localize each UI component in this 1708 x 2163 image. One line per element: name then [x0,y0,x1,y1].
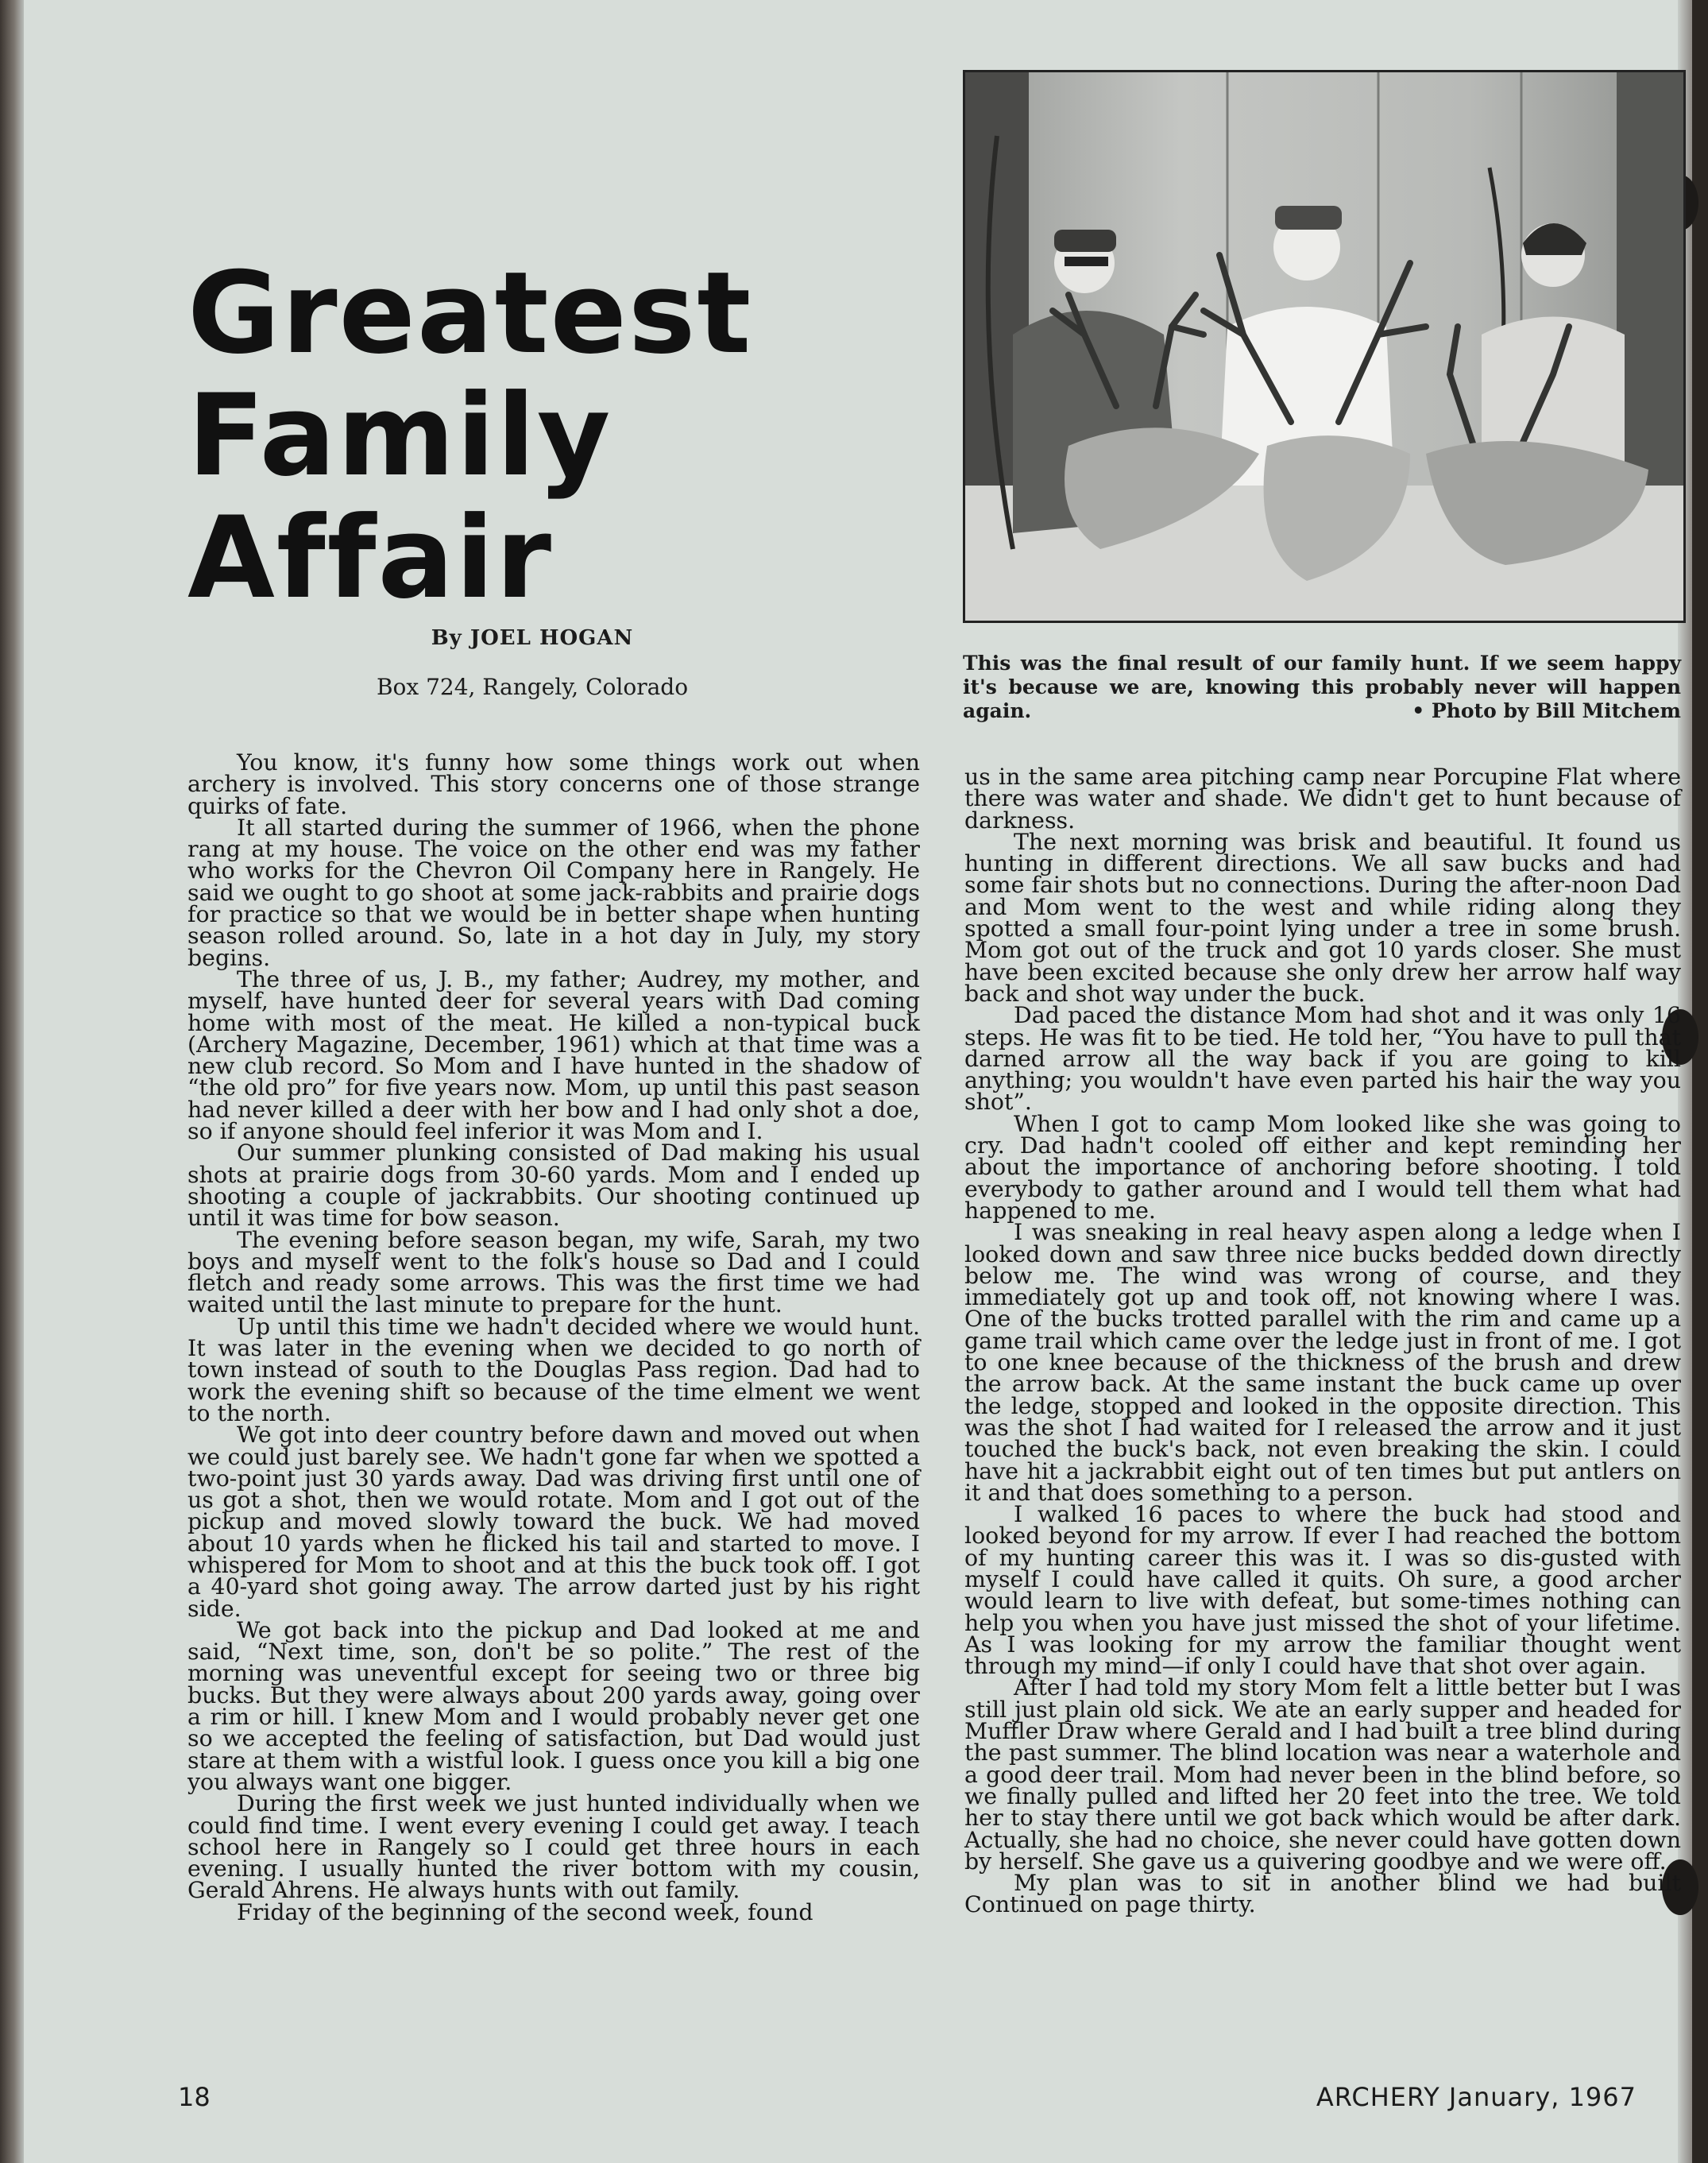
photo-illustration [965,72,1683,621]
page-binding-edge [0,0,24,2163]
paragraph: We got back into the pickup and Dad looked at me and said, “Next time, son, don't be so polite.” The rest of the morning was uneventful except for seeing two or three big bucks. But they were always about 200 yards away, going over a rim or hill. I knew Mom and I would probably never get one so we accepted the feeling of satisfaction, but Dad would just stare at them with a wistful look. I guess once you kill a big one you always want one bigger. [187,1616,920,1795]
paragraph: You know, it's funny how some things work out when archery is involved. This story concerns one of those strange quirks of fate. [187,749,920,819]
article-column-left [187,749,920,1925]
paragraph: After I had told my story Mom felt a little better but I was still just plain old sick. We ate an early supper and headed for Muffler Draw where Gerald and I had built a tree blind during the past summer. The blind location was near a waterhole and a good deer trail. Mom had never been in the blind before, so we finally pulled and lifted her 20 feet into the tree. We told her to stay there until we got back which would be after dark. Actually, she had no choice, she never could have gotten down by herself. She gave us a quivering goodbye and we were off. [964,1674,1681,1875]
author-address: Box 724, Rangely, Colorado [376,674,689,700]
article-title [187,248,902,624]
paragraph: Friday of the beginning of the second week, found [237,1898,813,1925]
family-hunt-photo [963,70,1686,623]
paragraph: I walked 16 paces to where the buck had stood and looked beyond for my arrow. If ever I had reached the bottom of my hunting career this was it. I was so dis-gusted with myself I could have called it quits. Oh sure, a good archer would learn to live with defeat, but some-times nothing can help you when you have just missed the shot of your lifetime. As I was looking for my arrow the familiar thought went through my mind—if only I could have that shot over again. [964,1501,1681,1680]
photo-credit: • Photo by Bill Mitchem [1412,699,1681,722]
paragraph: The evening before season began, my wife, Sarah, my two boys and myself went to the folk's house so Dad and I could fletch and ready some arrows. This was the first time we had waited until the last minute to prepare for the hunt. [187,1226,920,1318]
magazine-issue-footer: ARCHERY January, 1967 [1316,2082,1637,2112]
paragraph: My plan was to sit in another blind we had built Continued on page thirty. [964,1870,1681,1918]
magazine-page [24,0,1692,2163]
page-number: 18 [178,2082,211,2112]
paragraph: It all started during the summer of 1966, when the phone rang at my house. The voice on the other end was my father who works for the Chevron Oil Company here in Rangely. He said we ought to go shoot at some jack-rabbits and prairie dogs for practice so that we would be in better shape when hunting season rolled around. So, late in a hot day in July, my story begins. [187,814,920,971]
paragraph: Up until this time we hadn't decided where we would hunt. It was later in the evening when we decided to go north of town instead of south to the Douglas Pass region. Dad had to work the evening shift so because of the time elment we went to the north. [187,1313,920,1426]
paragraph: During the first week we just hunted individually when we could find time. I went every evening I could get away. I teach school here in Rangely so I could get three hours in each evening. I usually hunted the river bottom with my cousin, Gerald Ahrens. He always hunts with out family. [187,1790,920,1904]
paragraph: Our summer plunking consisted of Dad making his usual shots at prairie dogs from 30-60 yards. Mom and I ended up shooting a couple of jackrabbits. Our shooting continued up until it was time for bow season. [187,1140,920,1232]
paragraph: The next morning was brisk and beautiful. It found us hunting in different directions. We all saw bucks and had some fair shots but no connections. During the after-noon Dad and Mom went to the west and while riding along they spotted a small four-point lying under a tree in some brush. Mom got out of the truck and got 10 yards closer. She must have been excited because she only drew her arrow half way back and shot way under the buck. [964,828,1681,1007]
title-line-3: Affair [187,493,553,624]
paragraph: When I got to camp Mom looked like she was going to cry. Dad hadn't cooled off either and kept reminding her about the importance of anchoring before shooting. I told everybody to gather around and I would tell them what had happened to me. [964,1110,1681,1224]
caption-text: This was the final result of our family hunt. If we seem happy it's because we are, knowing this probably never will happen again. [963,652,1681,722]
paragraph: Dad paced the distance Mom had shot and it was only 16 steps. He was fit to be tied. He told her, “You have to pull that darned arrow all the way back if you are going to kill anything; you wouldn't have even parted his hair the way you shot”. [964,1002,1681,1116]
title-line-2: Family [187,370,612,501]
paragraph-continued: us in the same area pitching camp near Porcupine Flat where there was water and shade. We didn't get to hunt because of darkness. [964,764,1681,834]
paragraph: The three of us, J. B., my father; Audrey, my mother, and myself, have hunted deer for several years with Dad coming home with most of the meat. He killed a non-typical buck (Archery Magazine, December, 1961) which at that time was a new club record. So Mom and I have hunted in the shadow of “the old pro” for five years now. Mom, up until this past season had never killed a deer with her bow and I had only shot a doe, so if anyone should feel inferior it was Mom and I. [187,965,920,1145]
photo-caption [963,652,1681,723]
article-column-right [964,766,1681,1916]
paragraph: I was sneaking in real heavy aspen along a ledge when I looked down and saw three nice bucks bedded down directly below me. The wind was wrong of course, and they immediately got up and took off, not knowing where I was. One of the bucks trotted parallel with the rim and came up a game trail which came over the ledge just in front of me. I got to one knee because of the thickness of the brush and drew the arrow back. At the same instant the buck came up over the ledge, stopped and looked in the opposite direction. This was the shot I had waited for I released the arrow and it just touched the buck's back, not even breaking the skin. I could have hit a jackrabbit eight out of ten times but put antlers on it and that does something to a person. [964,1219,1681,1506]
paragraph: We got into deer country before dawn and moved out when we could just barely see. We hadn't gone far when we spotted a two-point just 30 yards away. Dad was driving first until one of us got a shot, then we would rotate. Mom and I got out of the pickup and moved slowly toward the buck. We had moved about 10 yards when he flicked his tail and started to move. I whispered for Mom to shoot and at this the buck took off. I got a 40-yard shot going away. The arrow darted just by his right side. [187,1422,920,1622]
title-line-1: Greatest [187,248,753,379]
article-byline: By JOEL HOGAN [431,626,634,650]
